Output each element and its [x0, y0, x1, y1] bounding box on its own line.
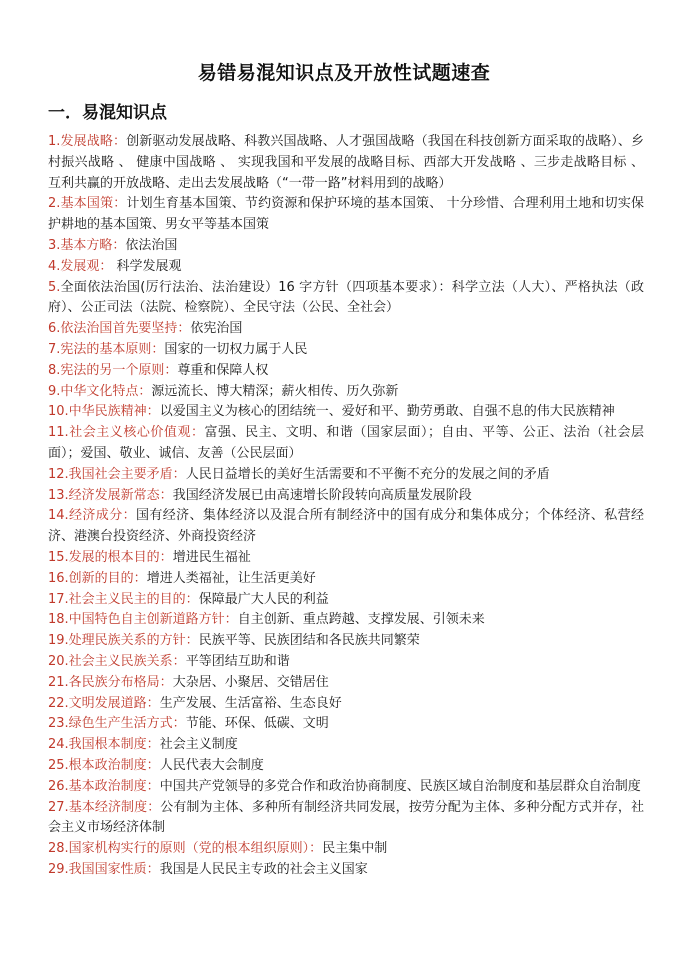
- knowledge-point-label: 21.各民族分布格局：: [48, 674, 173, 690]
- knowledge-point-item: [48, 590, 644, 611]
- knowledge-point-content: 社会主义制度: [159, 737, 238, 753]
- knowledge-point-content: 全面依法治国(厉行法治、法治建设）16 字方针（四项基本要求）：科学立法（人大）、严格执法（政府）、公正司法（法院、检察院）、全民守法（公民、全社会）: [48, 279, 644, 316]
- knowledge-point-content: 创新驱动发展战略、科教兴国战略、人才强国战略（我国在科技创新方面采取的战略）、乡村振兴战略 、 健康中国战略 、 实现我国和平发展的战略目标、西部大开发战略 、三步走战略目标 、互利共赢的开放战略、走出去发展战略（“一带一路”材料用到的战略）: [48, 134, 644, 191]
- knowledge-point-label: 25.根本政治制度：: [48, 757, 160, 773]
- knowledge-point-item: [48, 486, 644, 507]
- knowledge-point-content: 国有经济、集体经济以及混合所有制经济中的国有成分和集体成分；个体经济、私营经济、港澳台投资经济、外商投资经济: [48, 508, 644, 545]
- knowledge-point-label: 18.中国特色自主创新道路方针：: [48, 612, 238, 628]
- knowledge-point-content: 节能、环保、低碳、文明: [185, 716, 329, 732]
- knowledge-point-label: 10.中华民族精神：: [48, 404, 160, 420]
- knowledge-point-label: 17.社会主义民主的目的：: [48, 591, 199, 607]
- knowledge-point-content: 增进民生福祉: [172, 549, 251, 565]
- knowledge-point-content: 依宪治国: [190, 321, 243, 337]
- knowledge-point-content: 生产发展、生活富裕、生态良好: [159, 695, 342, 711]
- knowledge-point-item: [48, 673, 644, 694]
- knowledge-point-label: 26.基本政治制度：: [48, 778, 160, 794]
- knowledge-point-content: 源远流长、博大精深；薪火相传、历久弥新: [151, 383, 399, 399]
- knowledge-point-label: 7.宪法的基本原则：: [48, 341, 165, 357]
- knowledge-point-item: [48, 798, 644, 840]
- knowledge-point-item: [48, 839, 644, 860]
- knowledge-point-content: 中国共产党领导的多党合作和政治协商制度、民族区域自治制度和基层群众自治制度: [159, 778, 641, 794]
- knowledge-point-item: [48, 236, 644, 257]
- knowledge-point-label: 3.基本方略：: [48, 237, 126, 253]
- knowledge-point-label: 22.文明发展道路：: [48, 695, 160, 711]
- knowledge-point-item: [48, 402, 644, 423]
- knowledge-point-item: [48, 319, 644, 340]
- knowledge-point-item: [48, 548, 644, 569]
- knowledge-point-item: [48, 610, 644, 631]
- knowledge-point-label: 4.发展观：: [48, 258, 113, 274]
- knowledge-point-label: 27.基本经济制度：: [48, 799, 161, 815]
- knowledge-point-content: 民族平等、民族团结和各民族共同繁荣: [198, 633, 420, 649]
- knowledge-point-item: [48, 694, 644, 715]
- document-title: 易错易混知识点及开放性试题速查: [197, 62, 491, 84]
- knowledge-point-label: 29.我国国家性质：: [48, 861, 160, 877]
- knowledge-point-item: [48, 652, 644, 673]
- knowledge-point-content: 我国是人民民主专政的社会主义国家: [159, 861, 368, 877]
- knowledge-point-content: 人民代表大会制度: [159, 757, 264, 773]
- knowledge-point-label: 16.创新的目的：: [48, 570, 147, 586]
- knowledge-point-label: 28.国家机构实行的原则（党的根本组织原则）：: [48, 841, 323, 857]
- knowledge-point-item: [48, 756, 644, 777]
- knowledge-point-item: [48, 735, 644, 756]
- knowledge-point-content: 国家的一切权力属于人民: [164, 341, 308, 357]
- knowledge-point-label: 19.处理民族关系的方针：: [48, 633, 199, 649]
- knowledge-point-label: 2.基本国策：: [48, 196, 127, 212]
- knowledge-point-label: 20.社会主义民族关系：: [48, 653, 186, 669]
- knowledge-point-item: [48, 465, 644, 486]
- knowledge-point-label: 11.社会主义核心价值观：: [48, 425, 205, 441]
- knowledge-point-label: 15.发展的根本目的：: [48, 549, 173, 565]
- knowledge-point-item: [48, 714, 644, 735]
- knowledge-point-content: 我国经济发展已由高速增长阶段转向高质量发展阶段: [172, 487, 472, 503]
- knowledge-point-label: 14.经济成分：: [48, 508, 136, 524]
- knowledge-point-content: 公有制为主体、多种所有制经济共同发展，按劳分配为主体、多种分配方式并存，社会主义市场经济体制: [48, 799, 644, 836]
- knowledge-point-label: 1.发展战略：: [48, 134, 127, 149]
- knowledge-point-label: 9.中华文化特点：: [48, 383, 152, 399]
- knowledge-point-content: 增进人类福祉，让生活更美好: [146, 570, 316, 586]
- knowledge-point-content: 依法治国: [125, 237, 178, 253]
- knowledge-point-label: 5.: [48, 279, 61, 295]
- knowledge-point-item: [48, 132, 644, 194]
- section-heading: 一．易混知识点: [48, 103, 167, 123]
- knowledge-point-item: [48, 257, 644, 278]
- knowledge-point-item: [48, 194, 644, 236]
- knowledge-point-content: 自主创新、重点跨越、支撑发展、引领未来: [237, 612, 485, 628]
- knowledge-point-content: 尊重和保障人权: [177, 362, 269, 378]
- knowledge-point-content: 计划生育基本国策、节约资源和保护环境的基本国策、 十分珍惜、合理利用土地和切实保护耕地的基本国策、男女平等基本国策: [48, 196, 644, 233]
- knowledge-point-content: 大杂居、小聚居、交错居住: [172, 674, 329, 690]
- knowledge-point-content: 以爱国主义为核心的团结统一、爱好和平、勤劳勇敢、自强不息的伟大民族精神: [159, 404, 615, 420]
- knowledge-point-item: [48, 506, 644, 548]
- knowledge-point-content: 平等团结互助和谐: [185, 653, 290, 669]
- knowledge-point-content: 保障最广大人民的利益: [198, 591, 329, 607]
- knowledge-point-item: [48, 361, 644, 382]
- knowledge-point-content: 人民日益增长的美好生活需要和不平衡不充分的发展之间的矛盾: [185, 466, 550, 482]
- knowledge-point-item: [48, 569, 644, 590]
- knowledge-point-item: [48, 382, 644, 403]
- knowledge-point-label: 6.依法治国首先要坚持：: [48, 321, 191, 337]
- knowledge-point-item: [48, 340, 644, 361]
- knowledge-point-item: [48, 631, 644, 652]
- knowledge-point-item: [48, 860, 644, 881]
- knowledge-point-label: 23.绿色生产生活方式：: [48, 716, 186, 732]
- knowledge-point-content: 科学发展观: [112, 258, 182, 274]
- knowledge-point-item: [48, 777, 644, 798]
- knowledge-point-item: [48, 278, 644, 320]
- knowledge-point-label: 12.我国社会主要矛盾：: [48, 466, 186, 482]
- knowledge-point-content: 民主集中制: [322, 841, 388, 857]
- knowledge-point-label: 8.宪法的另一个原则：: [48, 362, 178, 378]
- knowledge-point-label: 13.经济发展新常态：: [48, 487, 173, 503]
- knowledge-point-item: [48, 423, 644, 465]
- knowledge-point-list: [48, 132, 644, 881]
- knowledge-point-content: 富强、民主、文明、和谐（国家层面）；自由、平等、公正、法治（社会层面）；爱国、敬业、诚信、友善（公民层面）: [48, 425, 644, 461]
- knowledge-point-label: 24.我国根本制度：: [48, 737, 160, 753]
